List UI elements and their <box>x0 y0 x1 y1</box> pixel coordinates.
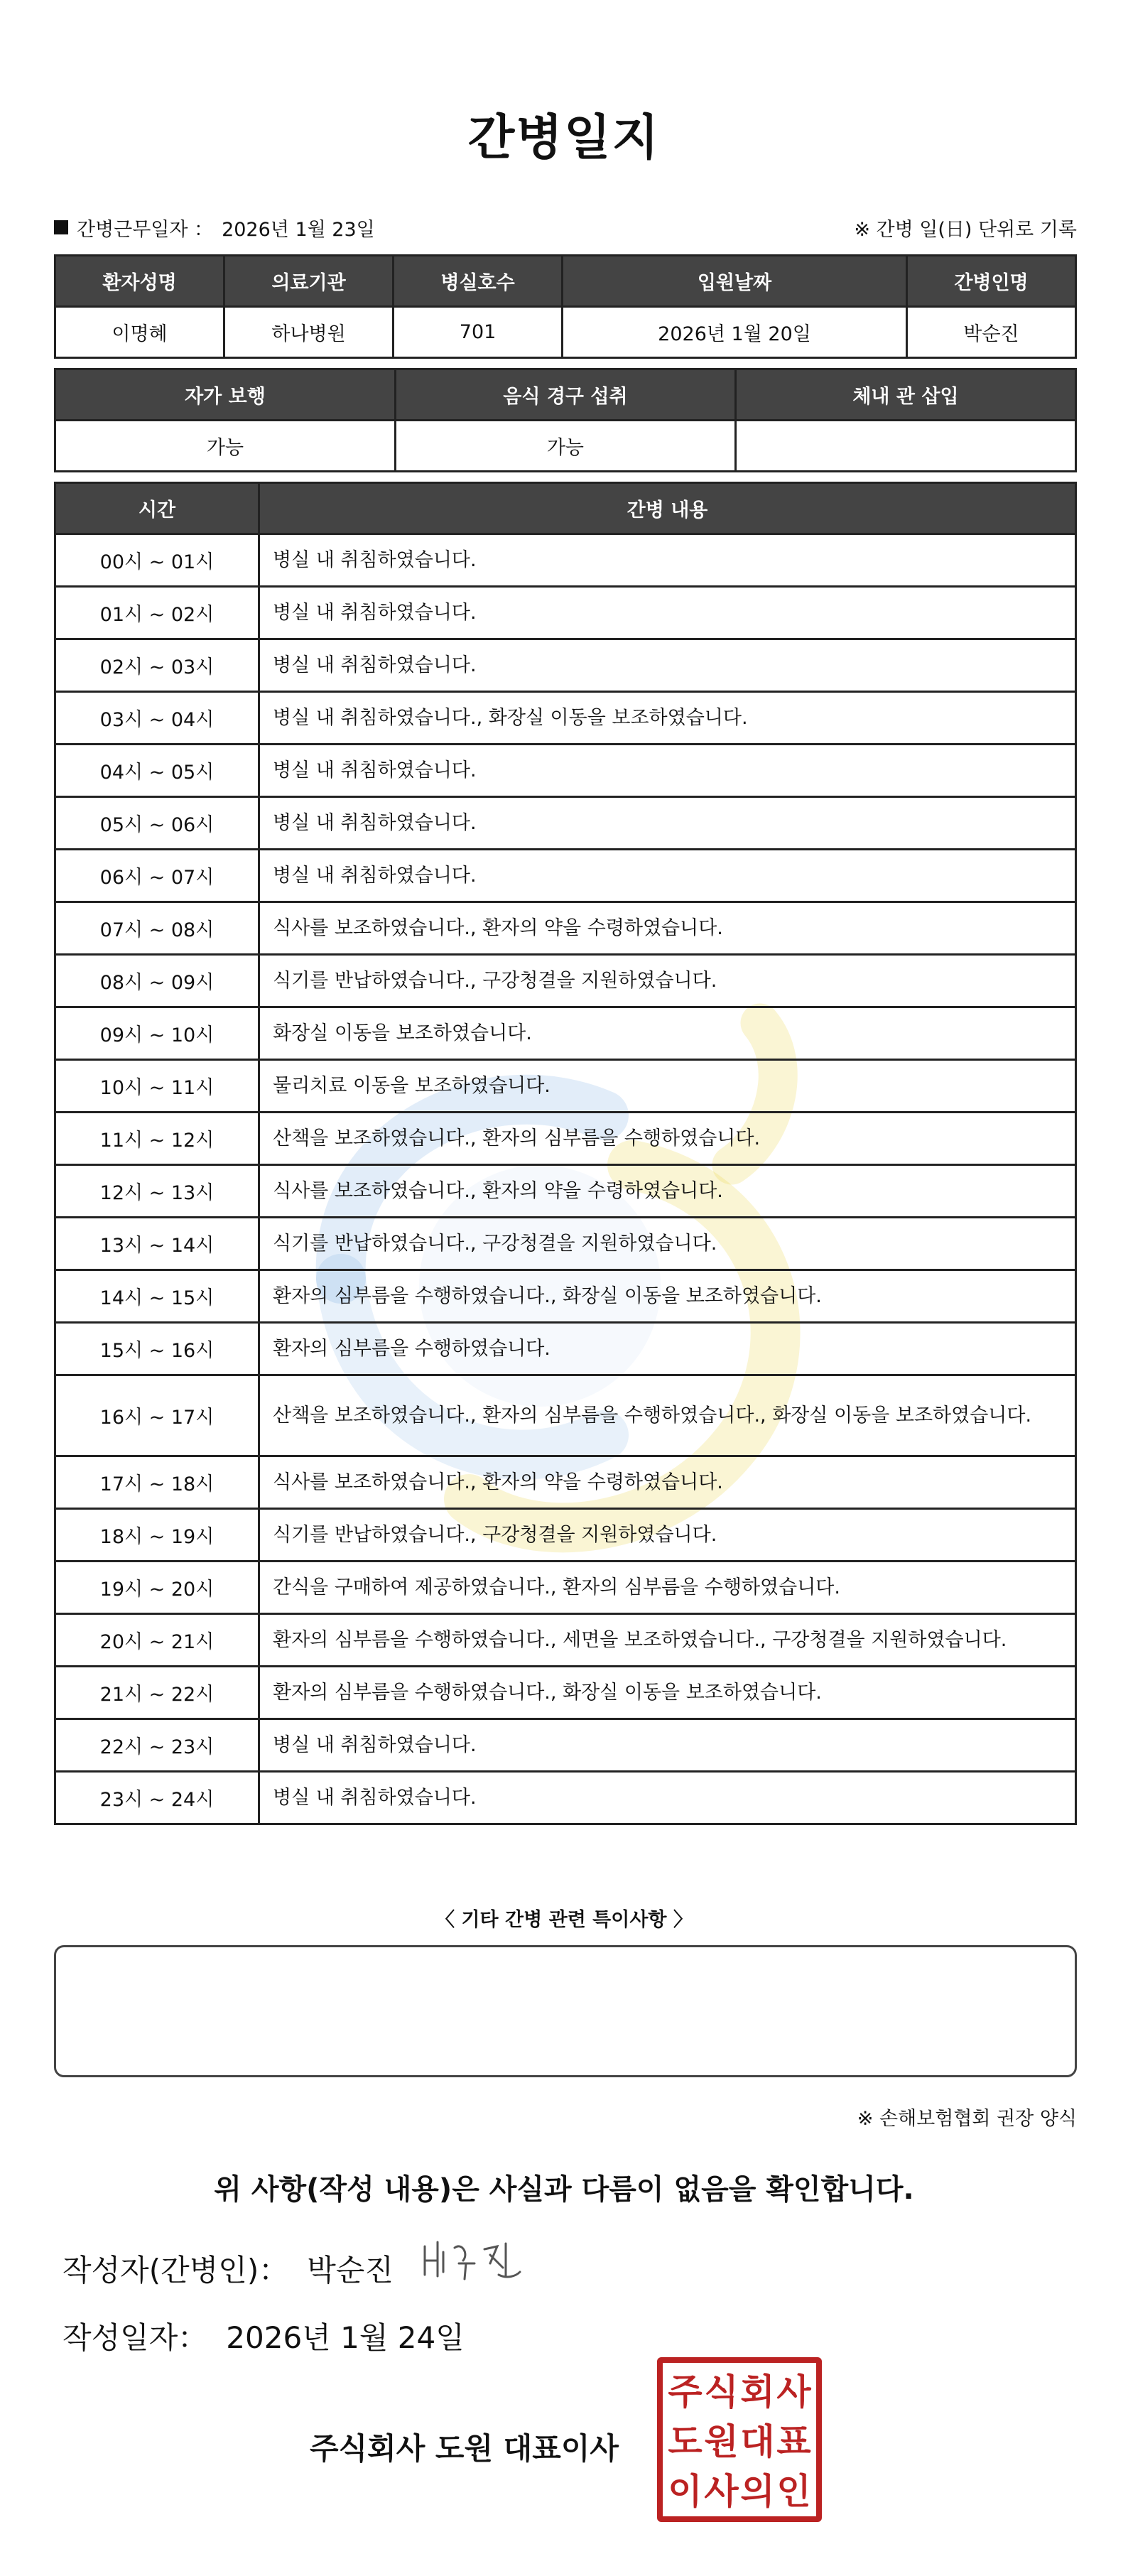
care-row <box>55 1113 1076 1165</box>
care-row <box>55 1509 1076 1562</box>
care-time: 03시 ~ 04시 <box>55 692 259 745</box>
meta-row <box>54 212 1077 243</box>
care-content: 병실 내 취침하였습니다. <box>259 639 1076 692</box>
care-time: 06시 ~ 07시 <box>55 850 259 902</box>
company-name: 주식회사 도원 대표이사 <box>310 2431 619 2466</box>
header-care-content: 간병 내용 <box>259 483 1076 534</box>
header-caregiver: 간병인명 <box>906 256 1075 307</box>
care-content: 식기를 반납하였습니다., 구강청결을 지원하였습니다. <box>259 955 1076 1007</box>
header-time: 시간 <box>55 483 259 534</box>
care-content: 병실 내 취침하였습니다. <box>259 850 1076 902</box>
care-time: 00시 ~ 01시 <box>55 534 259 587</box>
care-row <box>55 1270 1076 1323</box>
care-time: 19시 ~ 20시 <box>55 1562 259 1614</box>
care-content: 식사를 보조하였습니다., 환자의 약을 수령하였습니다. <box>259 1165 1076 1218</box>
confirmation-statement: 위 사항(작성 내용)은 사실과 다름이 없음을 확인합니다. <box>214 2173 914 2206</box>
care-content: 병실 내 취침하였습니다. <box>259 745 1076 797</box>
care-content: 환자의 심부름을 수행하였습니다., 화장실 이동을 보조하였습니다. <box>259 1270 1076 1323</box>
unit-note: ※ 간병 일(日) 단위로 기록 <box>854 218 1077 241</box>
care-time: 20시 ~ 21시 <box>55 1614 259 1667</box>
care-row <box>55 1218 1076 1270</box>
write-date-label: 작성일자： <box>63 2320 208 2355</box>
self-walking: 가능 <box>55 421 396 472</box>
care-time: 14시 ~ 15시 <box>55 1270 259 1323</box>
header-room: 병실호수 <box>394 256 563 307</box>
care-row <box>55 587 1076 639</box>
care-time: 07시 ~ 08시 <box>55 902 259 955</box>
care-time: 04시 ~ 05시 <box>55 745 259 797</box>
care-row <box>55 1772 1076 1824</box>
header-tube-insertion: 체내 관 삽입 <box>735 369 1075 421</box>
care-content: 병실 내 취침하였습니다. <box>259 797 1076 850</box>
care-row <box>55 1562 1076 1614</box>
care-content: 병실 내 취침하였습니다. <box>259 1772 1076 1824</box>
care-row <box>55 1614 1076 1667</box>
care-row <box>55 1165 1076 1218</box>
write-date: 2026년 1월 24일 <box>226 2320 465 2355</box>
caregiver-name: 박순진 <box>906 307 1075 358</box>
care-row <box>55 1719 1076 1772</box>
care-content: 병실 내 취침하였습니다., 화장실 이동을 보조하였습니다. <box>259 692 1076 745</box>
care-row <box>55 1667 1076 1719</box>
care-content: 식사를 보조하였습니다., 환자의 약을 수령하였습니다. <box>259 902 1076 955</box>
care-time: 22시 ~ 23시 <box>55 1719 259 1772</box>
care-time: 13시 ~ 14시 <box>55 1218 259 1270</box>
header-oral-intake: 음식 경구 섭취 <box>395 369 735 421</box>
care-row <box>55 692 1076 745</box>
care-row <box>55 1323 1076 1375</box>
care-row <box>55 850 1076 902</box>
writer-line <box>63 2247 394 2290</box>
care-row <box>55 1007 1076 1060</box>
care-time: 09시 ~ 10시 <box>55 1007 259 1060</box>
care-content: 병실 내 취침하였습니다. <box>259 1719 1076 1772</box>
patient-info-table <box>54 254 1077 359</box>
header-admission-date: 입원날짜 <box>563 256 907 307</box>
hospital: 하나병원 <box>224 307 394 358</box>
care-content: 산책을 보조하였습니다., 환자의 심부름을 수행하였습니다., 화장실 이동을 보조하였습니다. <box>259 1375 1076 1456</box>
care-content: 병실 내 취침하였습니다. <box>259 587 1076 639</box>
care-time: 15시 ~ 16시 <box>55 1323 259 1375</box>
oral-intake: 가능 <box>395 421 735 472</box>
care-time: 23시 ~ 24시 <box>55 1772 259 1824</box>
care-content: 물리치료 이동을 보조하였습니다. <box>259 1060 1076 1113</box>
work-date: 2026년 1월 23일 <box>222 218 375 241</box>
header-self-walking: 자가 보행 <box>55 369 396 421</box>
care-time: 21시 ~ 22시 <box>55 1667 259 1719</box>
care-time: 17시 ~ 18시 <box>55 1456 259 1509</box>
room-number: 701 <box>394 307 563 358</box>
write-date-line <box>63 2315 465 2357</box>
care-row <box>55 1456 1076 1509</box>
care-log-table <box>54 482 1077 1825</box>
care-content: 병실 내 취침하였습니다. <box>259 534 1076 587</box>
care-content: 식기를 반납하였습니다., 구강청결을 지원하였습니다. <box>259 1509 1076 1562</box>
care-row <box>55 902 1076 955</box>
care-time: 10시 ~ 11시 <box>55 1060 259 1113</box>
square-bullet-icon <box>54 220 68 234</box>
care-row <box>55 1375 1076 1456</box>
handwritten-signature <box>419 2232 526 2289</box>
care-time: 18시 ~ 19시 <box>55 1509 259 1562</box>
care-content: 식사를 보조하였습니다., 환자의 약을 수령하였습니다. <box>259 1456 1076 1509</box>
care-row <box>55 955 1076 1007</box>
care-row <box>55 797 1076 850</box>
care-row <box>55 639 1076 692</box>
company-seal: 주 식 회 사 도 원 대 표 이 사 의 인 <box>657 2357 822 2522</box>
care-content: 환자의 심부름을 수행하였습니다., 세면을 보조하였습니다., 구강청결을 지원하였습니다. <box>259 1614 1076 1667</box>
writer-label: 작성자(간병인)： <box>63 2253 289 2288</box>
header-patient-name: 환자성명 <box>55 256 224 307</box>
care-time: 01시 ~ 02시 <box>55 587 259 639</box>
patient-status-table <box>54 368 1077 472</box>
care-time: 02시 ~ 03시 <box>55 639 259 692</box>
care-time: 16시 ~ 17시 <box>55 1375 259 1456</box>
care-row <box>55 534 1076 587</box>
care-time: 12시 ~ 13시 <box>55 1165 259 1218</box>
care-content: 산책을 보조하였습니다., 환자의 심부름을 수행하였습니다. <box>259 1113 1076 1165</box>
care-content: 간식을 구매하여 제공하였습니다., 환자의 심부름을 수행하였습니다. <box>259 1562 1076 1614</box>
care-row <box>55 1060 1076 1113</box>
writer-name: 박순진 <box>307 2253 394 2288</box>
special-notes-box <box>54 1945 1077 2077</box>
care-content: 식기를 반납하였습니다., 구강청결을 지원하였습니다. <box>259 1218 1076 1270</box>
care-content: 환자의 심부름을 수행하였습니다., 화장실 이동을 보조하였습니다. <box>259 1667 1076 1719</box>
tube-insertion <box>735 421 1075 472</box>
care-row <box>55 745 1076 797</box>
page-title: 간병일지 <box>467 110 661 166</box>
special-notes-title: 〈 기타 간병 관련 특이사항 〉 <box>435 1909 693 1931</box>
admission-date: 2026년 1월 20일 <box>563 307 907 358</box>
care-time: 11시 ~ 12시 <box>55 1113 259 1165</box>
work-date-label: 간병근무일자 ： <box>77 218 214 241</box>
care-content: 환자의 심부름을 수행하였습니다. <box>259 1323 1076 1375</box>
care-time: 08시 ~ 09시 <box>55 955 259 1007</box>
header-hospital: 의료기관 <box>224 256 394 307</box>
care-time: 05시 ~ 06시 <box>55 797 259 850</box>
patient-name: 이명혜 <box>55 307 224 358</box>
care-content: 화장실 이동을 보조하였습니다. <box>259 1007 1076 1060</box>
form-note: ※ 손해보험협회 권장 양식 <box>857 2108 1077 2130</box>
